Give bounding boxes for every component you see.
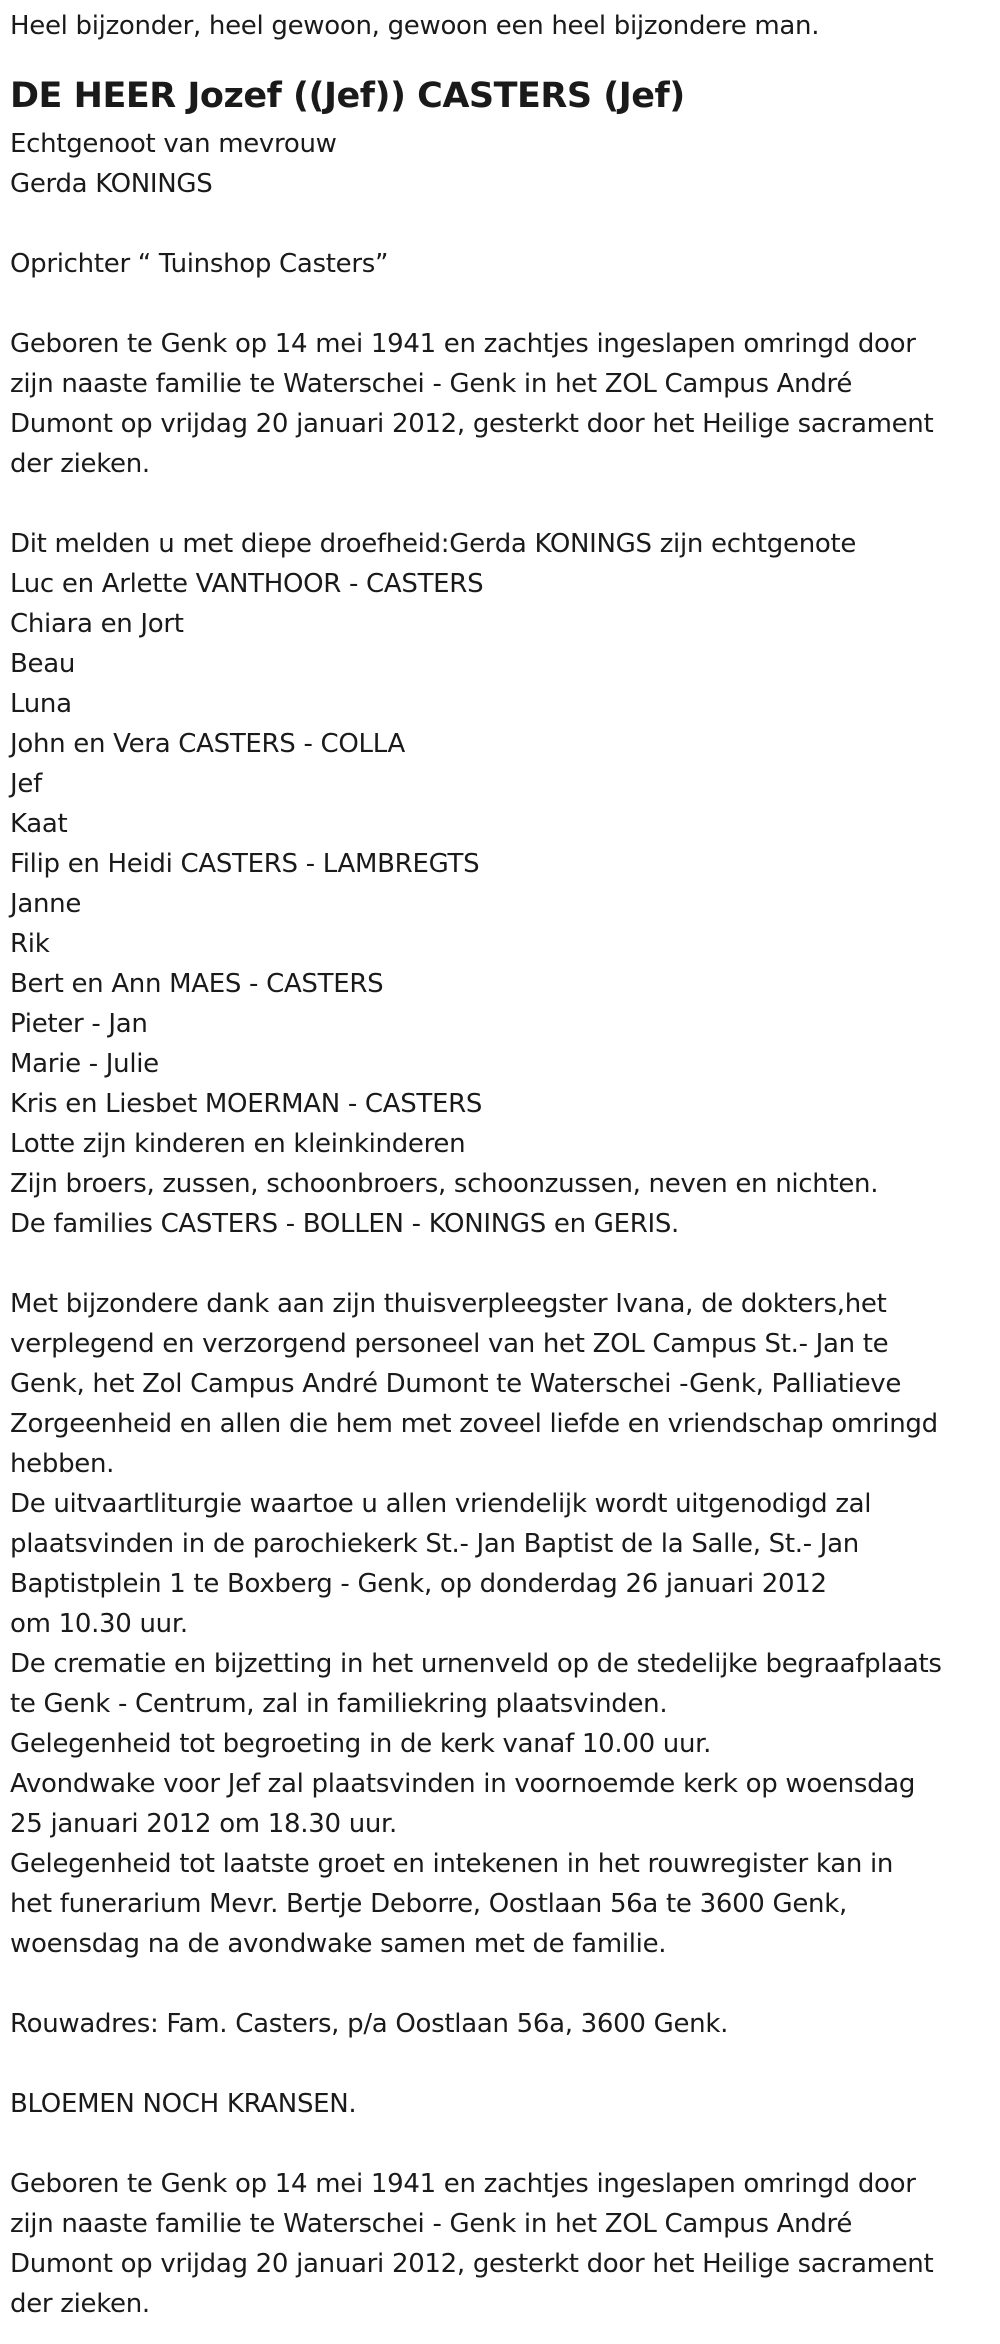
paragraph-line: woensdag na de avondwake samen met de familie. — [10, 1929, 667, 1959]
paragraph-line: De crematie en bijzetting in het urnenveld op de stedelijke begraafplaats — [10, 1649, 942, 1679]
family-line: Janne — [10, 889, 82, 919]
family-line: Filip en Heidi CASTERS - LAMBREGTS — [10, 849, 480, 879]
family-line: Bert en Ann MAES - CASTERS — [10, 969, 384, 999]
paragraph-line: Dumont op vrijdag 20 januari 2012, gesterkt door het Heilige sacrament — [10, 2249, 934, 2279]
paragraph-line: te Genk - Centrum, zal in familiekring plaatsvinden. — [10, 1689, 668, 1719]
paragraph-line: De uitvaartliturgie waartoe u allen vriendelijk wordt uitgenodigd zal — [10, 1489, 872, 1519]
spacer — [10, 204, 995, 244]
spacer — [10, 284, 995, 324]
paragraph-line: Gelegenheid tot laatste groet en intekenen in het rouwregister kan in — [10, 1849, 894, 1879]
spacer — [10, 2124, 995, 2164]
paragraph-line: der zieken. — [10, 2289, 150, 2319]
birth-death-paragraph — [10, 324, 995, 484]
paragraph-line: hebben. — [10, 1449, 115, 1479]
motto: Heel bijzonder, heel gewoon, gewoon een heel bijzondere man. — [10, 11, 820, 41]
deceased-name-title: DE HEER Jozef ((Jef)) CASTERS (Jef) — [10, 76, 685, 116]
family-line: Lotte zijn kinderen en kleinkinderen — [10, 1129, 466, 1159]
paragraph-line: Avondwake voor Jef zal plaatsvinden in voornoemde kerk op woensdag — [10, 1769, 916, 1799]
founder-line: Oprichter “ Tuinshop Casters” — [10, 249, 389, 279]
family-list — [10, 524, 995, 1244]
paragraph-line: der zieken. — [10, 449, 150, 479]
paragraph-line: Zorgeenheid en allen die hem met zoveel liefde en vriendschap omringd — [10, 1409, 938, 1439]
family-line: Zijn broers, zussen, schoonbroers, schoonzussen, neven en nichten. — [10, 1169, 879, 1199]
mourning-address: Rouwadres: Fam. Casters, p/a Oostlaan 56a, 3600 Genk. — [10, 2009, 729, 2039]
paragraph-line: Genk, het Zol Campus André Dumont te Waterschei -Genk, Palliatieve — [10, 1369, 902, 1399]
flowers-notice: BLOEMEN NOCH KRANSEN. — [10, 2089, 357, 2119]
spacer — [10, 484, 995, 524]
paragraph-line: Gelegenheid tot begroeting in de kerk vanaf 10.00 uur. — [10, 1729, 712, 1759]
family-line: John en Vera CASTERS - COLLA — [10, 729, 405, 759]
paragraph-line: om 10.30 uur. — [10, 1609, 188, 1639]
thanks-and-ceremony-paragraph — [10, 1284, 995, 1964]
family-line: Dit melden u met diepe droefheid:Gerda KONINGS zijn echtgenote — [10, 529, 857, 559]
birth-death-paragraph-repeat — [10, 2164, 995, 2324]
spouse-line: Echtgenoot van mevrouw — [10, 129, 337, 159]
paragraph-line: zijn naaste familie te Waterschei - Genk in het ZOL Campus André — [10, 2209, 853, 2239]
paragraph-line: Met bijzondere dank aan zijn thuisverpleegster Ivana, de dokters,het — [10, 1289, 887, 1319]
family-line: Kris en Liesbet MOERMAN - CASTERS — [10, 1089, 483, 1119]
paragraph-line: Dumont op vrijdag 20 januari 2012, gesterkt door het Heilige sacrament — [10, 409, 934, 439]
paragraph-line: Geboren te Genk op 14 mei 1941 en zachtjes ingeslapen omringd door — [10, 2169, 916, 2199]
family-line: Rik — [10, 929, 50, 959]
family-line: De families CASTERS - BOLLEN - KONINGS en GERIS. — [10, 1209, 680, 1239]
paragraph-line: Baptistplein 1 te Boxberg - Genk, op donderdag 26 januari 2012 — [10, 1569, 827, 1599]
spouse-line: Gerda KONINGS — [10, 169, 213, 199]
obituary-page — [10, 6, 995, 2324]
spacer — [10, 1244, 995, 1284]
paragraph-line: Geboren te Genk op 14 mei 1941 en zachtjes ingeslapen omringd door — [10, 329, 916, 359]
family-line: Luc en Arlette VANTHOOR - CASTERS — [10, 569, 484, 599]
family-line: Kaat — [10, 809, 68, 839]
paragraph-line: 25 januari 2012 om 18.30 uur. — [10, 1809, 398, 1839]
family-line: Luna — [10, 689, 72, 719]
family-line: Chiara en Jort — [10, 609, 184, 639]
spacer — [10, 2044, 995, 2084]
paragraph-line: het funerarium Mevr. Bertje Deborre, Oostlaan 56a te 3600 Genk, — [10, 1889, 847, 1919]
spacer — [10, 1964, 995, 2004]
paragraph-line: verplegend en verzorgend personeel van het ZOL Campus St.- Jan te — [10, 1329, 889, 1359]
family-line: Jef — [10, 769, 42, 799]
family-line: Pieter - Jan — [10, 1009, 148, 1039]
paragraph-line: plaatsvinden in de parochiekerk St.- Jan Baptist de la Salle, St.- Jan — [10, 1529, 859, 1559]
family-line: Beau — [10, 649, 76, 679]
family-line: Marie - Julie — [10, 1049, 159, 1079]
paragraph-line: zijn naaste familie te Waterschei - Genk in het ZOL Campus André — [10, 369, 853, 399]
